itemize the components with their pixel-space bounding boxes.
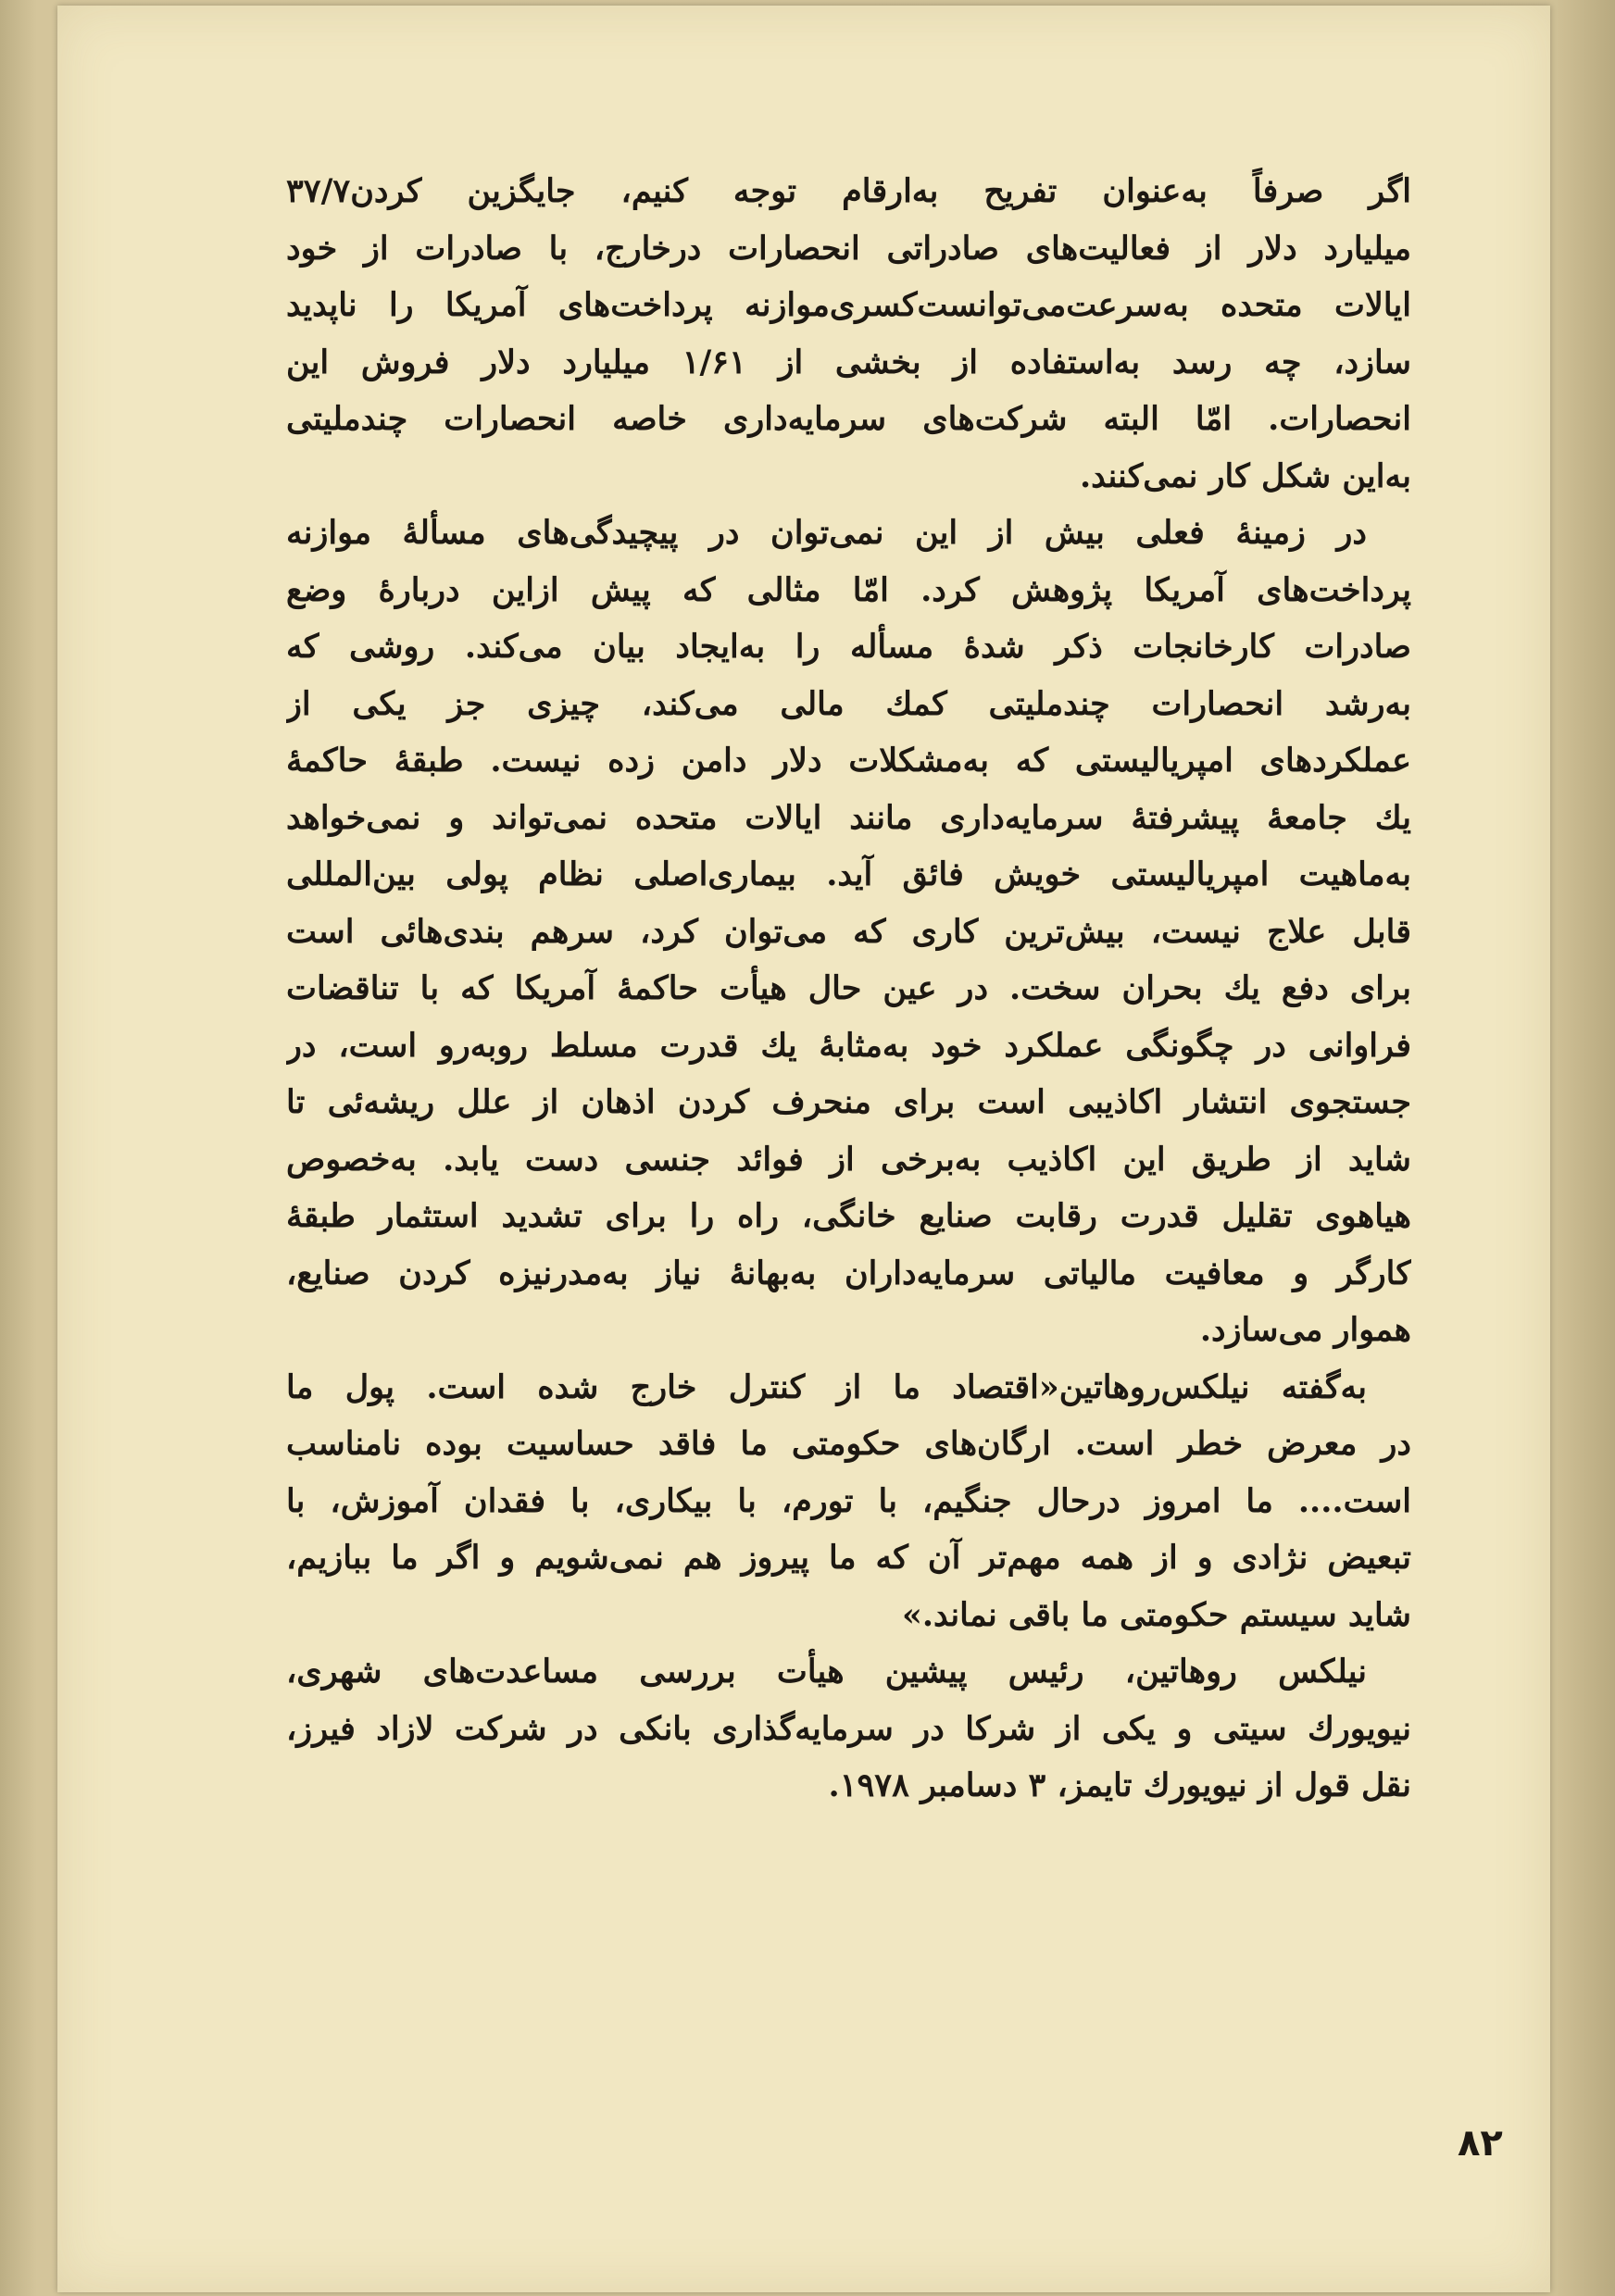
text-line: فراوانی در چگونگی عملکرد خود به‌مثابهٔ یك قدرت مسلط روبه‌رو است، در [286,1026,1411,1065]
body-text [286,163,1411,1815]
text-line: نیویورك سیتی و یکی از شرکا در سرمایه‌گذاری بانکی در شرکت لازاد فیرز، [286,1709,1411,1748]
text-line: نیلکس روهاتین، رئیس پیشین هیأت بررسی مساعدت‌های شهری، [286,1653,1367,1691]
text-line: کارگر و معافیت مالیاتی سرمایه‌داران به‌بهانهٔ نیاز به‌مدرنیزه کردن صنایع، [286,1254,1411,1292]
text-line: یك جامعهٔ پیشرفتهٔ سرمایه‌داری مانند ایالات متحده نمی‌تواند و نمی‌خواهد [286,798,1411,837]
text-line: میلیارد دلار از فعالیت‌های صادراتی انحصارات درخارج، با صادرات از خود [286,229,1411,268]
text-line: صادرات کارخانجات ذکر شدهٔ مسأله را به‌ایجاد بیان می‌کند. روشی که [286,628,1411,666]
text-line: پرداخت‌های آمریکا پژوهش کرد. امّا مثالی که پیش ازاین دربارهٔ وضع [286,570,1411,609]
book-page [57,6,1550,2292]
text-line: به‌رشد انحصارات چندملیتی کمك مالی می‌کند، چیزی جز یکی از [286,684,1411,723]
text-line: ایالات متحده به‌سرعت‌می‌توانست‌کسری‌موازنه پرداخت‌های آمریکا را ناپدید [286,286,1411,324]
text-line: سازد، چه رسد به‌استفاده از بخشی از ۱/۶۱ میلیارد دلار فروش این [286,343,1411,381]
text-line: جستجوی انتشار اکاذیبی است برای منحرف کردن اذهان از علل ریشه‌ئی تا [286,1083,1411,1121]
text-line: انحصارات. امّا البته شرکت‌های سرمایه‌داری خاصه انحصارات چندملیتی [286,400,1411,438]
text-line: شاید سیستم حکومتی ما باقی نماند.» [901,1595,1411,1634]
text-line: در معرض خطر است. ارگان‌های حکومتی ما فاقد حساسیت بوده نامناسب [286,1425,1411,1463]
page-number: ۸۲ [1458,2122,1503,2165]
text-line: هموار می‌سازد. [1199,1311,1411,1349]
text-line: به‌ماهیت امپریالیستی خویش فائق آید. بیماری‌اصلی نظام پولی بین‌المللی [286,855,1411,893]
text-line: است.... ما امروز درحال جنگیم، با تورم، با بیکاری، با فقدان آموزش، با [286,1481,1411,1520]
text-line: در زمینهٔ فعلی بیش از این نمی‌توان در پیچیدگی‌های مسألهٔ موازنه [286,514,1367,552]
text-line: شاید از طریق این اکاذیب به‌برخی از فوائد جنسی دست یابد. به‌خصوص [286,1140,1411,1179]
text-line: تبعیض نژادی و از همه مهم‌تر آن که ما پیروز هم نمی‌شویم و اگر ما ببازیم، [286,1539,1411,1577]
text-line: به‌این شکل کار نمی‌کنند. [1079,456,1411,495]
text-line: قابل علاج نیست، بیش‌ترین کاری که می‌توان کرد، سرهم بندی‌هائی است [286,912,1411,951]
text-line: به‌گفته نیلکس‌روهاتین«اقتصاد ما از کنترل خارج شده است. پول ما [286,1367,1367,1406]
text-line: هیاهوی تقلیل قدرت رقابت صنایع خانگی، راه را برای تشدید استثمار طبقهٔ [286,1197,1411,1235]
text-line: برای دفع یك بحران سخت. در عین حال هیأت حاکمهٔ آمریکا که با تناقضات [286,969,1411,1007]
text-line: عملکردهای امپریالیستی که به‌مشکلات دلار دامن زده نیست. طبقهٔ حاکمهٔ [286,742,1411,780]
text-line: اگر صرفاً به‌عنوان تفریح به‌ارقام توجه کنیم، جایگزین کردن۳۷/۷ [286,172,1411,210]
text-line: نقل قول از نیویورك تایمز، ۳ دسامبر ۱۹۷۸. [828,1766,1411,1804]
